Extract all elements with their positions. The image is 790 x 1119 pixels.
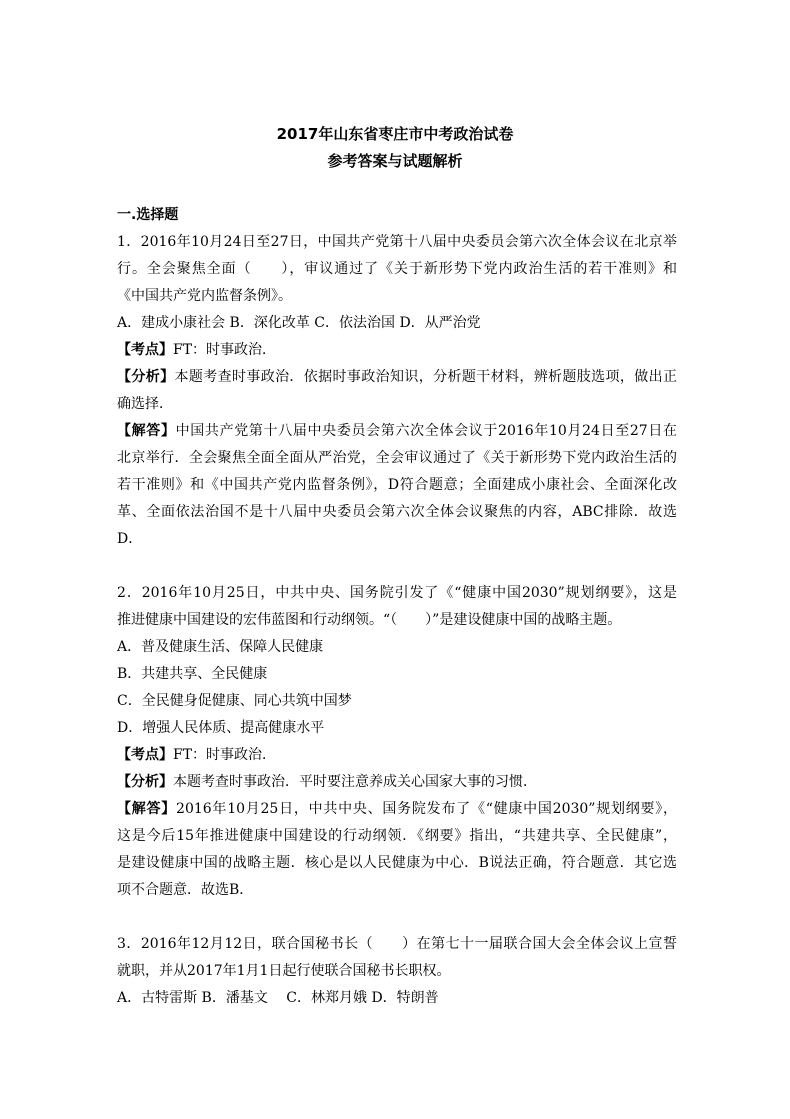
fenxi-line bbox=[117, 364, 677, 391]
jieda-tag: 【解答】 bbox=[117, 423, 176, 439]
question-text-line: 《中国共产党内监督条例》。 bbox=[117, 288, 292, 304]
answer-option: A．普及健康生活、保障人民健康 bbox=[117, 639, 324, 655]
document-title: 2017年山东省枣庄市中考政治试卷 bbox=[276, 125, 514, 143]
jieda-line: 革、全面依法治国不是十八届中央委员会第六次全体会议聚焦的内容，ABC排除．故选 bbox=[117, 504, 677, 520]
question-text-line: 推进健康中国建设的宏伟蓝图和行动纲领。“（ ）”是建设健康中国的战略主题。 bbox=[117, 612, 622, 628]
kaodian-tag: 【考点】 bbox=[117, 747, 173, 763]
question-text-line: 3．2016年12月12日，联合国秘书长（ ）在第七十一届联合国大会全体会议上宣誓 bbox=[117, 936, 677, 952]
kaodian-text: FT：时事政治． bbox=[173, 342, 277, 358]
section-heading: 一.选择题 bbox=[117, 207, 179, 223]
answer-option: B．共建共享、全民健康 bbox=[117, 666, 268, 682]
kaodian-tag: 【考点】 bbox=[117, 342, 173, 358]
kaodian-line bbox=[117, 742, 677, 769]
spacer bbox=[117, 553, 677, 580]
question-text-line: 1．2016年10月24日至27日，中国共产党第十八届中央委员会第六次全体会议在北京举 bbox=[117, 234, 677, 250]
jieda-line: 这是今后15年推进健康中国建设的行动纲领．《纲要》指出，“共建共享、全民健康”， bbox=[117, 828, 677, 844]
jieda-line: 若干准则》和《中国共产党内监督条例》，D符合题意；全面建成小康社会、全面深化改 bbox=[117, 477, 677, 493]
jieda-line bbox=[117, 796, 677, 823]
fenxi-text: 本题考查时事政治．依据时事政治知识，分析题干材料，辨析题肢选项，做出正 bbox=[174, 369, 678, 385]
fenxi-tag: 【分析】 bbox=[117, 369, 175, 385]
document-body bbox=[117, 202, 677, 1012]
question-text-line: 2．2016年10月25日，中共中央、国务院引发了《“健康中国2030”规划纲要》，这是 bbox=[117, 585, 677, 601]
spacer bbox=[117, 904, 677, 931]
fenxi-tag: 【分析】 bbox=[117, 774, 173, 790]
jieda-line: 是建设健康中国的战略主题．核心是以人民健康为中心．B说法正确，符合题意．其它选 bbox=[117, 855, 677, 871]
fenxi-text: 本题考查时事政治．平时要注意养成关心国家大事的习惯． bbox=[173, 774, 537, 790]
answer-option: D．增强人民体质、提高健康水平 bbox=[117, 720, 325, 736]
question-2 bbox=[117, 580, 677, 904]
jieda-tag: 【解答】 bbox=[117, 801, 177, 817]
question-1 bbox=[117, 229, 677, 553]
fenxi-line bbox=[117, 769, 677, 796]
jieda-text: 2016年10月25日，中共中央、国务院发布了《“健康中国2030”规划纲要》， bbox=[176, 801, 678, 817]
jieda-line: 北京举行．全会聚焦全面全面从严治党，全会审议通过了《关于新形势下党内政治生活的 bbox=[117, 450, 677, 466]
question-text-line: 行。全会聚焦全面（ ），审议通过了《关于新形势下党内政治生活的若干准则》和 bbox=[117, 261, 677, 277]
jieda-text: 中国共产党第十八届中央委员会第六次全体会议于2016年10月24日至27日在 bbox=[175, 423, 677, 439]
answer-options: A．建成小康社会 B．深化改革 C．依法治国 D．从严治党 bbox=[117, 315, 481, 331]
question-3 bbox=[117, 931, 677, 1012]
fenxi-line: 确选择． bbox=[117, 396, 173, 412]
question-text-line: 就职，并从2017年1月1日起行使联合国秘书长职权。 bbox=[117, 963, 451, 979]
jieda-line bbox=[117, 418, 677, 445]
kaodian-text: FT：时事政治． bbox=[173, 747, 277, 763]
kaodian-line bbox=[117, 337, 677, 364]
document-subtitle: 参考答案与试题解析 bbox=[327, 152, 463, 170]
answer-options: A．古特雷斯 B．潘基文 C．林郑月娥 D．特朗普 bbox=[117, 990, 439, 1006]
answer-option: C．全民健身促健康、同心共筑中国梦 bbox=[117, 693, 352, 709]
jieda-line: D． bbox=[117, 531, 143, 547]
jieda-line: 项不合题意．故选B． bbox=[117, 882, 254, 898]
